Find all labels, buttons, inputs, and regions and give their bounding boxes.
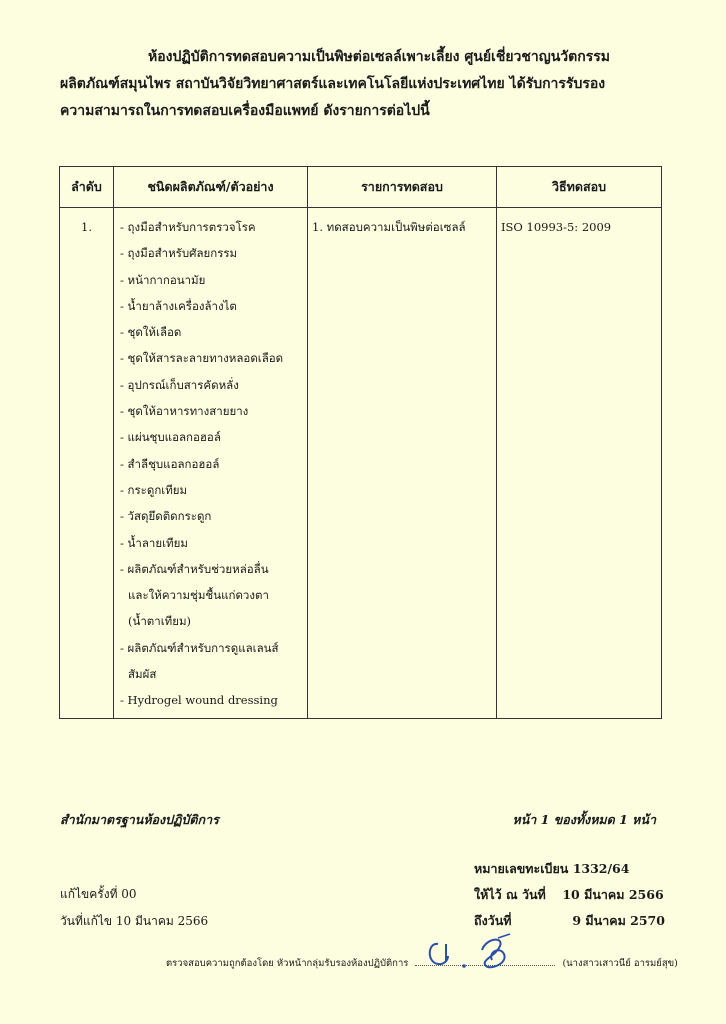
product-list <box>118 214 303 714</box>
method-cell <box>497 208 662 719</box>
list-item-continuation: (น้ำตาเทียม) <box>128 614 192 629</box>
revision-date: วันที่แก้ไข 10 มีนาคม 2566 <box>60 914 209 928</box>
table-header-row <box>60 167 662 208</box>
office-name: สำนักมาตรฐานห้องปฏิบัติการ <box>60 812 219 827</box>
list-item: - ถุงมือสำหรับการตรวจโรค <box>120 220 256 234</box>
intro-paragraph <box>60 44 670 125</box>
expiry-label: ถึงวันที่ <box>474 913 512 928</box>
intro-line-1: ห้องปฏิบัติการทดสอบความเป็นพิษต่อเซลล์เพาะเลี้ยง ศูนย์เชี่ยวชาญนวัตกรรม <box>148 49 610 65</box>
header-method: วิธีทดสอบ <box>497 167 662 208</box>
header-test: รายการทดสอบ <box>308 167 497 208</box>
signature-stroke-3 <box>482 940 505 968</box>
product-cell <box>114 208 308 719</box>
list-item: - ผลิตภัณฑ์สำหรับช่วยหล่อลื่น <box>120 561 269 576</box>
row-number <box>60 208 114 719</box>
revision-block <box>60 881 208 935</box>
page-number: หน้า 1 ของทั้งหมด 1 หน้า <box>512 812 656 827</box>
header-product: ชนิดผลิตภัณฑ์/ตัวอย่าง <box>114 167 308 208</box>
list-item: - ชุดให้อาหารทางสายยาง <box>120 404 249 419</box>
signature-dot <box>462 964 466 968</box>
verification-text: ตรวจสอบความถูกต้องโดย หัวหน้ากลุ่มรับรองห้องปฏิบัติการ <box>166 958 409 969</box>
issued-row <box>474 882 665 908</box>
test-item: 1. ทดสอบความเป็นพิษต่อเซลล์ <box>312 220 466 234</box>
intro-line-2: ผลิตภัณฑ์สมุนไพร สถาบันวิจัยวิทยาศาสตร์และเทคโนโลยีแห่งประเทศไทย ได้รับการรับรอง <box>60 76 606 92</box>
accreditation-scope-table <box>59 166 662 719</box>
verification-line <box>166 956 678 971</box>
list-item: - อุปกรณ์เก็บสารคัดหลั่ง <box>120 377 239 392</box>
list-item: - Hydrogel wound dressing <box>120 693 278 708</box>
list-item-continuation: และให้ความชุ่มชื้นแก่ดวงตา <box>128 588 269 603</box>
list-item: - ถุงมือสำหรับศัลยกรรม <box>120 246 238 261</box>
registration-row <box>474 856 665 882</box>
list-item: - ชุดให้เลือด <box>120 325 182 340</box>
list-item: - น้ำลายเทียม <box>120 535 188 550</box>
row-number-text: 1. <box>81 220 92 234</box>
signature-stroke-4 <box>498 934 510 938</box>
registration-number: 1332/64 <box>572 861 630 876</box>
registration-label: หมายเลขทะเบียน <box>474 861 569 876</box>
list-item: - ชุดให้สารละลายทางหลอดเลือด <box>120 351 284 366</box>
issued-label: ให้ไว้ ณ วันที่ <box>474 887 546 902</box>
list-item: - น้ำยาล้างเครื่องล้างไต <box>120 298 237 313</box>
list-item: - ผลิตภัณฑ์สำหรับการดูแลเลนส์ <box>120 640 279 655</box>
expiry-date: 9 มีนาคม 2570 <box>572 913 665 928</box>
test-method: ISO 10993-5: 2009 <box>501 220 612 234</box>
intro-line-3: ความสามารถในการทดสอบเครื่องมือแพทย์ ดังรายการต่อไปนี้ <box>60 103 430 119</box>
table-row <box>60 208 662 719</box>
list-item: - แผ่นชุบแอลกอฮอล์ <box>120 430 221 445</box>
test-cell <box>308 208 497 719</box>
registration-block <box>474 856 665 934</box>
revision-number: แก้ไขครั้งที่ 00 <box>60 887 137 901</box>
list-item: - กระดูกเทียม <box>120 482 188 497</box>
list-item: - สำลีชุบแอลกอฮอล์ <box>120 456 220 471</box>
list-item: - หน้ากากอนามัย <box>120 272 206 287</box>
list-item: - วัสดุยึดติดกระดูก <box>120 509 212 524</box>
handwritten-signature <box>424 930 520 972</box>
list-item-continuation: สัมผัส <box>128 667 157 682</box>
verifier-name: (นางสาวเสาวนีย์ อารมย์สุข) <box>562 958 678 969</box>
header-order: ลำดับ <box>60 167 114 208</box>
issued-date: 10 มีนาคม 2566 <box>562 887 664 902</box>
